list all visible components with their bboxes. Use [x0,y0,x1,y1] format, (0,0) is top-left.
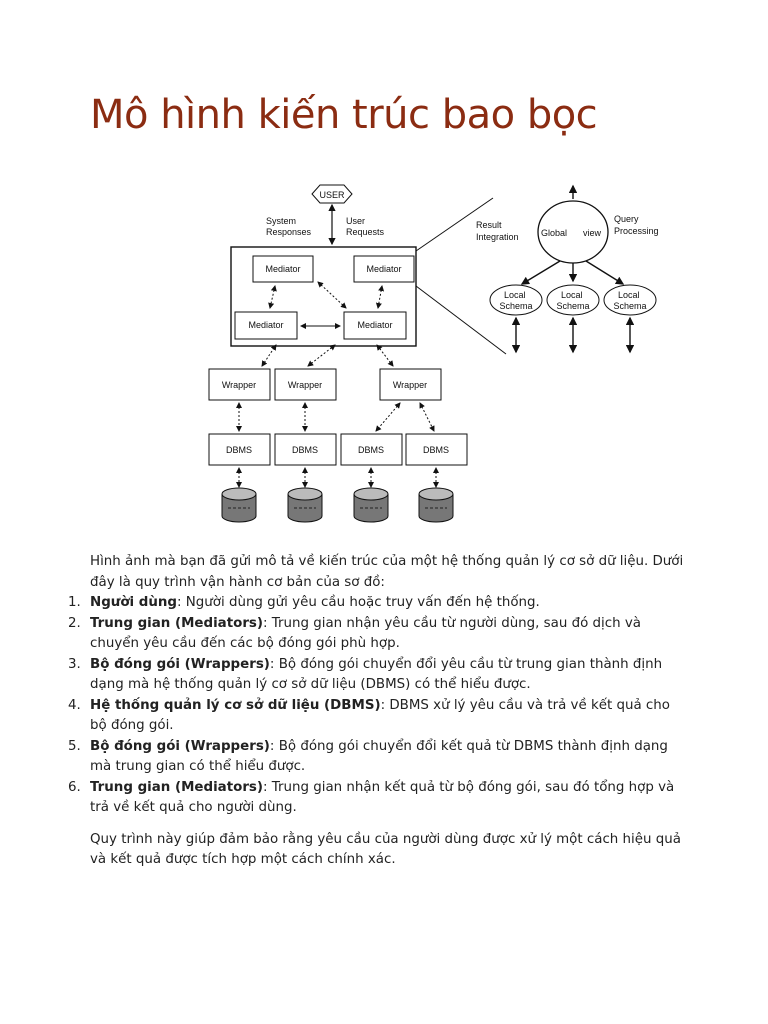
step-desc: : Người dùng gửi yêu cầu hoặc truy vấn đến hệ thống. [177,595,540,610]
architecture-diagram [200,175,680,535]
wrapper-label: Wrapper [221,380,257,390]
step-desc: : Bộ đóng gói chuyển đổi yêu cầu từ trung gian thành định dạng mà hệ thống quản lý cơ sở dữ liệu (DBMS) có thể hiểu được. [90,656,663,692]
step-desc: : Trung gian nhận yêu cầu từ người dùng, sau đó dịch và chuyển yêu cầu đến các bộ đóng gói phù hợp. [90,615,642,651]
step-term: Bộ đóng gói (Wrappers) [90,738,270,754]
step-item [68,593,688,614]
step-number: 4. [68,697,81,713]
description [68,552,688,871]
step-number: 5. [68,738,81,754]
wrapper-label: Wrapper [287,380,323,390]
process-steps [68,593,688,819]
step-term: Bộ đóng gói (Wrappers) [90,656,270,672]
mediator-label: Mediator [357,320,393,330]
step-item [68,655,688,696]
local-schema-label: Local Schema [556,290,590,311]
step-number: 3. [68,656,81,672]
wrapper-label: Wrapper [392,380,428,390]
local-schema-label: Local Schema [613,290,647,311]
step-number: 1. [68,595,81,610]
mediator-label: Mediator [265,264,301,274]
database-icon [419,488,453,522]
user-label: USER [319,190,345,200]
result-integration-label: Result Integration [476,220,519,242]
intro-paragraph: Hình ảnh mà bạn đã gửi mô tả về kiến trúc của một hệ thống quản lý cơ sở dữ liệu. Dưới đây là quy trình vận hành cơ bản của sơ đồ: [90,554,684,590]
step-item [68,737,688,778]
outro-paragraph: Quy trình này giúp đảm bảo rằng yêu cầu của người dùng được xử lý một cách hiệu quả và kết quả được tích hợp một cách chính xác. [90,831,681,867]
dbms-label: DBMS [422,445,450,455]
view-label: view [583,228,602,238]
step-term: Trung gian (Mediators) [90,615,264,631]
step-number: 6. [68,779,81,795]
database-icon [288,488,322,522]
step-desc: : Trung gian nhận kết quả từ bộ đóng gói, sau đó tổng hợp và trả về kết quả cho người dùng. [90,779,675,815]
step-desc: : DBMS xử lý yêu cầu và trả về kết quả cho bộ đóng gói. [90,697,670,733]
query-processing-label: Query Processing [614,214,659,236]
step-number: 2. [68,615,81,631]
step-term: Hệ thống quản lý cơ sở dữ liệu (DBMS) [90,697,381,713]
database-icon [354,488,388,522]
user-requests-label: User Requests [346,216,385,237]
dbms-label: DBMS [225,445,253,455]
mediator-label: Mediator [366,264,402,274]
page-title: Mô hình kiến trúc bao bọc [90,92,598,138]
step-term: Người dùng [90,595,178,610]
local-schema-label: Local Schema [499,290,533,311]
global-label: Global [541,228,568,238]
dbms-label: DBMS [357,445,385,455]
database-icon [222,488,256,522]
step-item [68,778,688,819]
mediator-label: Mediator [248,320,284,330]
dbms-label: DBMS [291,445,319,455]
step-term: Trung gian (Mediators) [90,779,264,795]
step-desc: : Bộ đóng gói chuyển đổi kết quả từ DBMS thành định dạng mà trung gian có thể hiểu được. [90,738,668,774]
step-item [68,614,688,655]
step-item [68,696,688,737]
system-responses-label: System Responses [266,216,312,237]
